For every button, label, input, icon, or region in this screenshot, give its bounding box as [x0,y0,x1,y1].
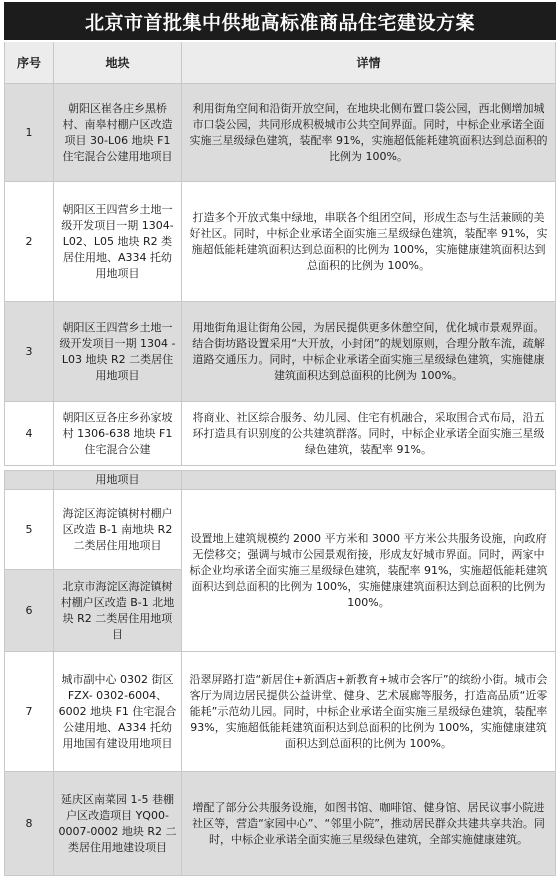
row-number: 7 [4,652,54,772]
row-number: 8 [4,772,54,876]
row-number: 3 [4,302,54,402]
merged-detail-rows-5-6: 设置地上建筑规模约 2000 平方米和 3000 平方米公共服务设施，向政府无偿移交；强调与城市公园景观衔接，形成友好城市界面。同时，两家中标企业均承诺全面实施三星级绿色建筑，装配率 91%，实施超低能耗建筑面积达到总面积的比例为 100%，实施健康建筑面积达到总面积的比例为 100%。 [182,490,556,652]
table-row [4,772,556,876]
row-number: 1 [4,84,54,182]
table-header [4,42,556,84]
row-number: 6 [4,570,54,652]
table-row [4,402,556,466]
row-plot: 朝阳区崔各庄乡黑桥村、南皋村棚户区改造项目 30-L06 地块 F1 住宅混合公建用地项目 [54,84,182,182]
row-plot: 延庆区南菜园 1-5 巷棚户区改造项目 YQ00-0007-0002 地块 R2 二类居住用地建设项目 [54,772,182,876]
table-row [4,652,556,772]
row-plot: 城市副中心 0302 街区 FZX- 0302-6004、6002 地块 F1 住宅混合公建用地、A334 托幼用地国有建设用地项目 [54,652,182,772]
row-number: 2 [4,182,54,302]
table-row [4,182,556,302]
table-row [4,302,556,402]
row-plot: 北京市海淀区海淀镇树村棚户区改造 B-1 北地块 R2 二类居住用地项目 [54,570,182,652]
row-detail: 将商业、社区综合服务、幼儿园、住宅有机融合，采取围合式布局，沿五环打造具有识别度的公共建筑群落。同时，中标企业承诺全面实施三星级绿色建筑，装配率 91%。 [182,402,556,466]
row-plot: 朝阳区王四营乡土地一级开发项目一期 1304 - L03 地块 R2 二类居住用地项目 [54,302,182,402]
row-number: 5 [4,490,54,570]
table-row [4,84,556,182]
row-detail: 利用街角空间和沿街开放空间，在地块北侧布置口袋公园，西北侧增加城市口袋公园，共同形成积极城市公共空间界面。同时，中标企业承诺全面实施三星级绿色建筑，装配率 91%，实施超低能耗建筑面积达到总面积的比例为 100%。 [182,84,556,182]
row-detail: 打造多个开放式集中绿地，串联各个组团空间，形成生态与生活兼顾的美好社区。同时，中标企业承诺全面实施三星级绿色建筑，装配率 91%，实施超低能耗建筑面积达到总面积的比例为 100%，实施健康建筑面积达到总面积的比例为 100%。 [182,182,556,302]
row-plot: 朝阳区王四营乡土地一级开发项目一期 1304-L02、L05 地块 R2 类居住用地、A334 托幼用地项目 [54,182,182,302]
table-row-continuation [4,470,556,490]
row-number-empty [4,470,54,490]
header-detail: 详情 [182,42,556,84]
row-detail: 沿翠屏路打造“新居住+新酒店+新教育+城市会客厅”的缤纷小街。城市会客厅为周边居民提供公益讲堂、健身、艺术展廊等服务，打造高品质“近零能耗”示范幼儿园。同时，中标企业承诺全面实施三星级绿色建筑，装配率 93%，实施超低能耗建筑面积达到总面积的比例为 100%，实施健康建筑面积达到总面积的比例为 100%。 [182,652,556,772]
row-detail: 增配了部分公共服务设施，如图书馆、咖啡馆、健身馆、居民议事小院进社区等，营造“家园中心”、“邻里小院”，推动居民群众共建共享共治。同时，中标企业承诺全面实施三星级绿色建筑，全部实施健康建筑。 [182,772,556,876]
row-detail-empty [182,470,556,490]
row-number: 4 [4,402,54,466]
row-detail: 用地街角退让街角公园，为居民提供更多休憩空间，优化城市景观界面。结合街坊路设置采用“大开放，小封闭”的规划原则，合理分散车流，疏解道路交通压力。同时，中标企业承诺全面实施三星级绿色建筑，实施健康建筑面积达到总面积的比例为 100%。 [182,302,556,402]
row-plot-continuation: 用地项目 [54,470,182,490]
header-plot: 地块 [54,42,182,84]
row-plot: 朝阳区豆各庄乡孙家坡村 1306-638 地块 F1 住宅混合公建 [54,402,182,466]
header-no: 序号 [4,42,54,84]
row-plot: 海淀区海淀镇树村棚户区改造 B-1 南地块 R2 二类居住用地项目 [54,490,182,570]
document-title: 北京市首批集中供地高标准商品住宅建设方案 [4,2,556,40]
